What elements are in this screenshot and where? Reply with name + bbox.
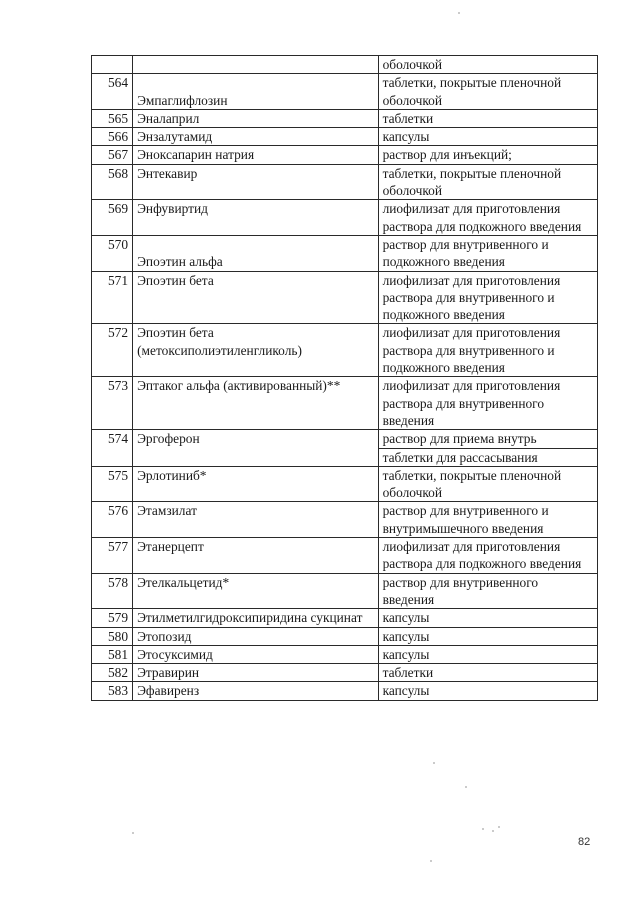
drug-name: Энзалутамид (133, 128, 378, 146)
row-number: 569 (92, 200, 133, 236)
scan-speck (433, 762, 435, 764)
table-row (92, 682, 598, 700)
row-number: 574 (92, 430, 133, 467)
row-number: 576 (92, 502, 133, 538)
scan-speck (458, 12, 460, 14)
table-row (92, 377, 598, 430)
drug-name: Эптаког альфа (активированный)** (133, 377, 378, 430)
table-row (92, 200, 598, 236)
drug-list-table (91, 55, 598, 701)
drug-name: Этилметилгидроксипиридина сукцинат (133, 609, 378, 627)
scan-speck (132, 832, 134, 834)
dosage-form: раствор для внутривенного введения (378, 573, 597, 609)
drug-name: Эпоэтин альфа (133, 235, 378, 271)
table-row (92, 56, 598, 74)
scan-speck (465, 786, 467, 788)
table-row (92, 109, 598, 127)
drug-list-body (92, 56, 598, 701)
row-number: 582 (92, 664, 133, 682)
dosage-form (378, 430, 597, 467)
table-row (92, 271, 598, 324)
row-number: 567 (92, 146, 133, 164)
dosage-form: капсулы (378, 609, 597, 627)
drug-name: Эрлотиниб* (133, 466, 378, 502)
table-row (92, 146, 598, 164)
row-number: 583 (92, 682, 133, 700)
table-row (92, 324, 598, 377)
drug-name: Этравирин (133, 664, 378, 682)
row-number: 572 (92, 324, 133, 377)
drug-name: Эпоэтин бета (133, 271, 378, 324)
row-number: 568 (92, 164, 133, 200)
table-row (92, 466, 598, 502)
dosage-form: лиофилизат для приготовления раствора для подкожного введения (378, 200, 597, 236)
dosage-form: таблетки, покрытые пленочной оболочкой (378, 466, 597, 502)
row-number: 575 (92, 466, 133, 502)
dosage-form: лиофилизат для приготовления раствора для подкожного введения (378, 538, 597, 574)
dosage-form: раствор для внутривенного и подкожного введения (378, 235, 597, 271)
table-row (92, 609, 598, 627)
row-number: 580 (92, 627, 133, 645)
row-number (92, 56, 133, 74)
row-number: 578 (92, 573, 133, 609)
dosage-form: раствор для внутривенного и внутримышечного введения (378, 502, 597, 538)
drug-name: Этанерцепт (133, 538, 378, 574)
row-number: 564 (92, 74, 133, 110)
row-number: 570 (92, 235, 133, 271)
dosage-form: таблетки, покрытые пленочной оболочкой (378, 164, 597, 200)
dosage-form: лиофилизат для приготовления раствора для внутривенного и подкожного введения (378, 271, 597, 324)
dosage-form-item: таблетки для рассасывания (382, 449, 538, 465)
drug-name: Этопозид (133, 627, 378, 645)
table-row (92, 235, 598, 271)
table-row (92, 538, 598, 574)
table-row (92, 645, 598, 663)
dosage-form: капсулы (378, 627, 597, 645)
drug-name: Энтекавир (133, 164, 378, 200)
row-number: 577 (92, 538, 133, 574)
dosage-form: таблетки (378, 109, 597, 127)
table-row (92, 664, 598, 682)
drug-name: Эналаприл (133, 109, 378, 127)
page-number: 82 (578, 836, 591, 848)
dosage-form: лиофилизат для приготовления раствора для внутривенного и подкожного введения (378, 324, 597, 377)
dosage-form: капсулы (378, 645, 597, 663)
row-number: 581 (92, 645, 133, 663)
table-row (92, 164, 598, 200)
table-row (92, 502, 598, 538)
scan-speck (430, 860, 432, 862)
table-row (92, 74, 598, 110)
table-row (92, 627, 598, 645)
drug-name: Энфувиртид (133, 200, 378, 236)
row-number: 579 (92, 609, 133, 627)
drug-name: Эргоферон (133, 430, 378, 467)
row-number: 571 (92, 271, 133, 324)
dosage-form: таблетки, покрытые пленочной оболочкой (378, 74, 597, 110)
row-number: 565 (92, 109, 133, 127)
dosage-form-item: раствор для приема внутрь (379, 430, 597, 448)
dosage-form: капсулы (378, 682, 597, 700)
drug-name: Этосуксимид (133, 645, 378, 663)
drug-name: Эмпаглифлозин (133, 74, 378, 110)
scan-speck (492, 830, 494, 832)
drug-name: Эпоэтин бета (метоксиполиэтиленгликоль) (133, 324, 378, 377)
scan-speck (498, 826, 500, 828)
dosage-form: раствор для инъекций; (378, 146, 597, 164)
drug-name: Этелкальцетид* (133, 573, 378, 609)
table-row (92, 430, 598, 467)
drug-name: Этамзилат (133, 502, 378, 538)
table-row (92, 128, 598, 146)
dosage-form: оболочкой (378, 56, 597, 74)
dosage-form: таблетки (378, 664, 597, 682)
drug-name: Эноксапарин натрия (133, 146, 378, 164)
drug-name: Эфавиренз (133, 682, 378, 700)
dosage-form: лиофилизат для приготовления раствора для внутривенного введения (378, 377, 597, 430)
row-number: 566 (92, 128, 133, 146)
scan-speck (482, 828, 484, 830)
row-number: 573 (92, 377, 133, 430)
drug-name (133, 56, 378, 74)
table-row (92, 573, 598, 609)
dosage-form: капсулы (378, 128, 597, 146)
